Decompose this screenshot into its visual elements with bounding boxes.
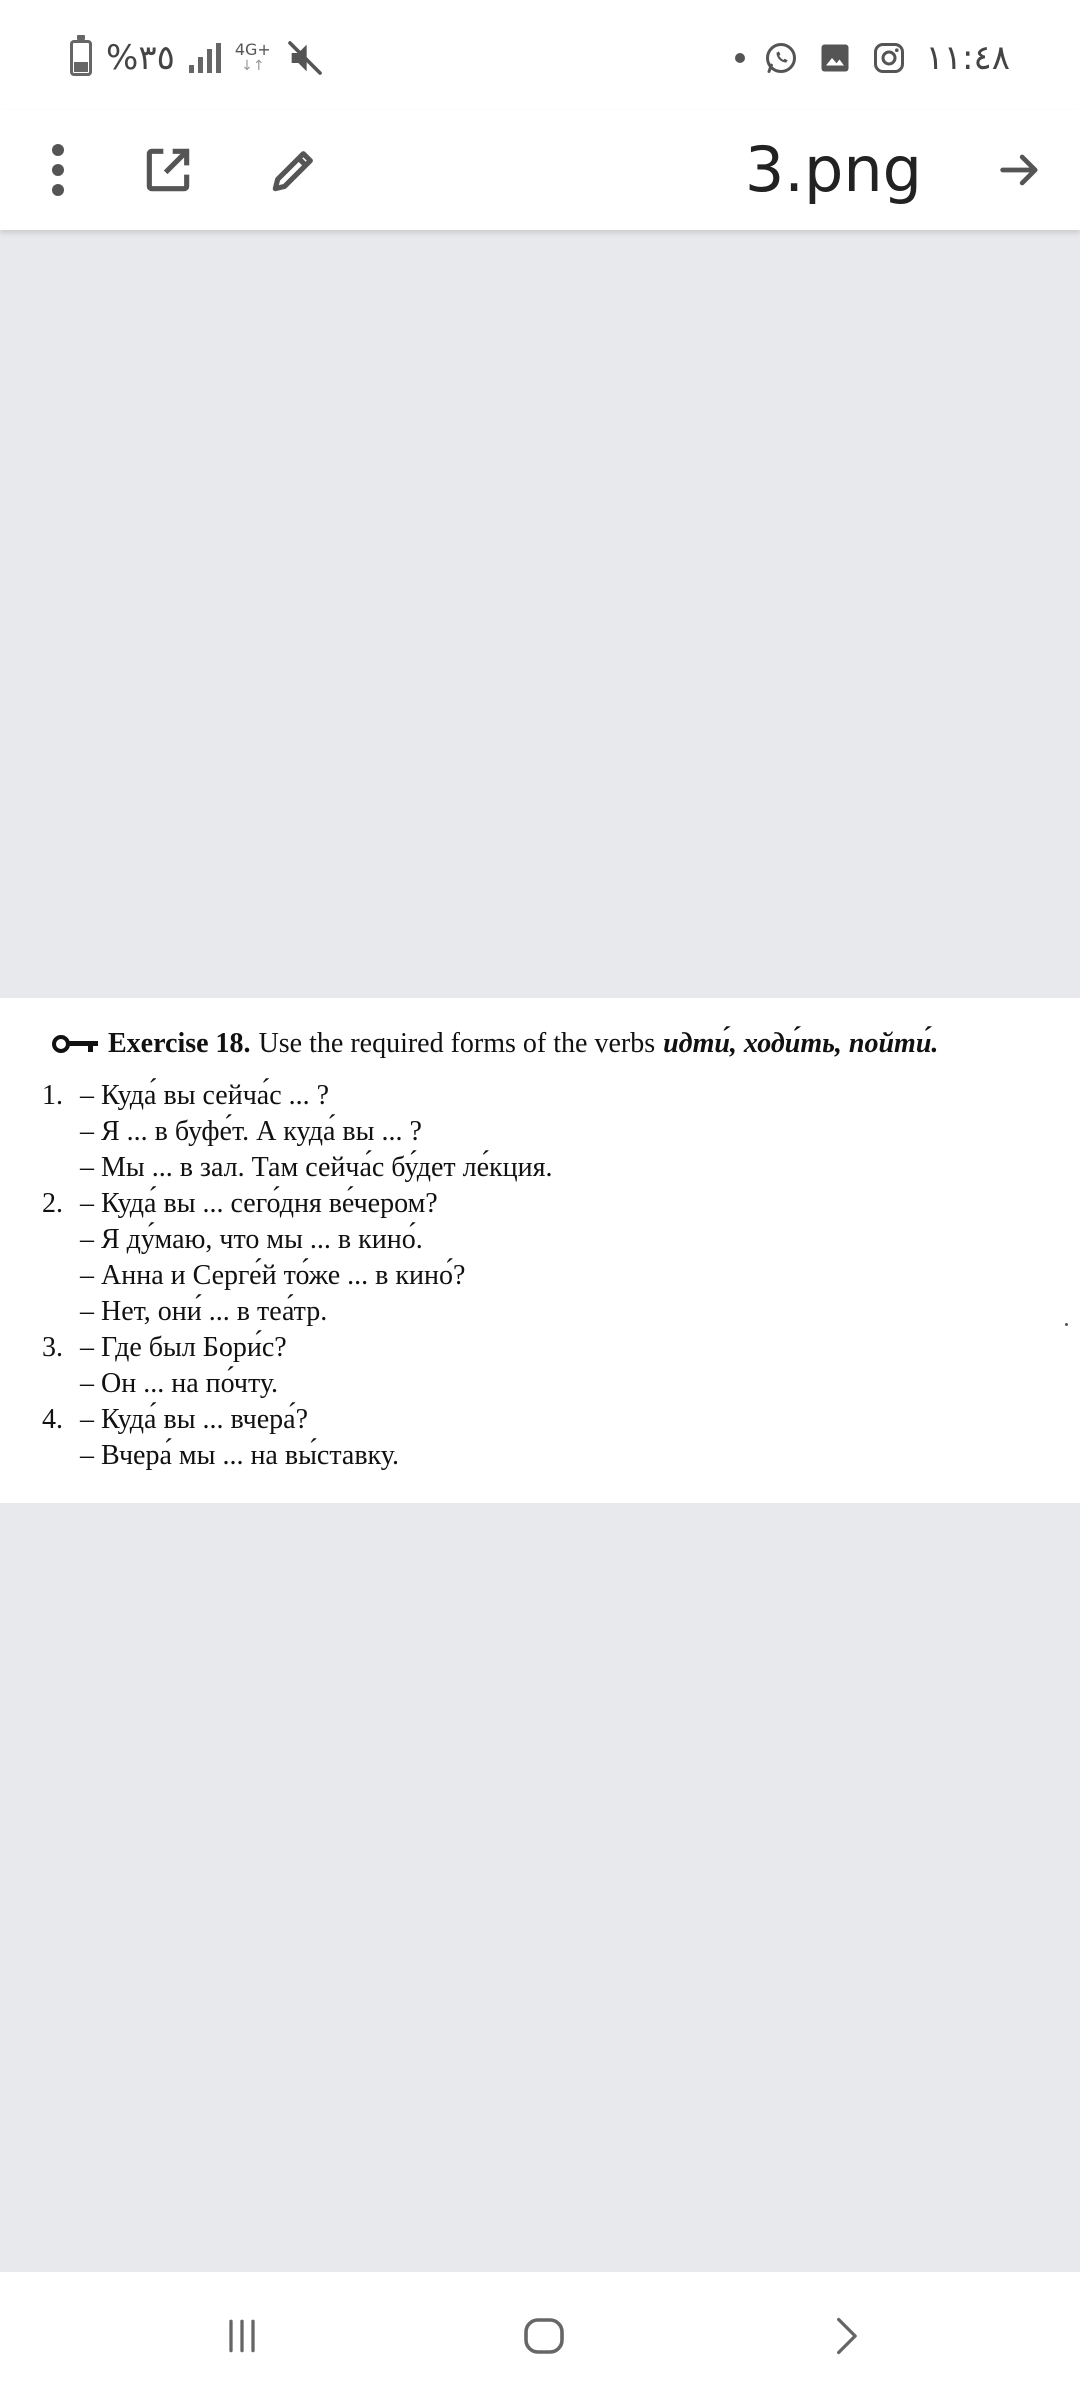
status-left [70, 36, 325, 80]
instagram-icon [871, 40, 907, 76]
dialogue-line: – Где был Бори́с? [80, 1332, 287, 1363]
item-number: 3. [42, 1332, 63, 1363]
dialogue-line: – Куда́ вы сейча́с ... ? [80, 1080, 330, 1111]
edit-pencil-icon [266, 142, 322, 198]
dialogue-line: – Куда́ вы ... сего́дня ве́чером? [80, 1188, 438, 1219]
dialogue-line: – Мы ... в зал. Там сейча́с бу́дет ле́кция. [80, 1152, 553, 1183]
back-icon [824, 2314, 868, 2358]
open-external-button[interactable] [128, 130, 208, 210]
whatsapp-icon [763, 40, 799, 76]
clock: ١١:٤٨ [925, 38, 1010, 78]
item-number: 2. [42, 1188, 63, 1219]
mute-icon [285, 38, 325, 78]
image-viewer[interactable] [0, 230, 1080, 2272]
dialogue-line: – Он ... на по́чту. [80, 1368, 279, 1399]
exercise-item [42, 1330, 942, 1402]
item-number: 4. [42, 1404, 63, 1435]
status-bar [0, 0, 1080, 110]
arrow-forward-icon [994, 144, 1046, 196]
status-right [735, 36, 1010, 80]
stray-dot [1065, 1323, 1068, 1326]
app-bar [0, 110, 1080, 230]
dialogue-line: – Анна и Серге́й то́же ... в кино́? [80, 1260, 466, 1291]
network-type: 4G+ [234, 40, 271, 59]
exercise-header [52, 1028, 938, 1060]
more-options-button[interactable] [18, 130, 98, 210]
edit-button[interactable] [254, 130, 334, 210]
exercise-instruction: Use the required forms of the verbs [258, 1028, 656, 1059]
dialogue-line: – Нет, они́ ... в теа́тр. [80, 1296, 328, 1327]
exercise-item [42, 1402, 942, 1474]
item-number: 1. [42, 1080, 63, 1111]
home-icon [520, 2312, 568, 2360]
signal-icon [189, 43, 221, 73]
battery-percent: %٣٥ [106, 38, 175, 78]
open-external-icon [140, 142, 196, 198]
forward-button[interactable] [980, 130, 1060, 210]
dialogue-line: – Куда́ вы ... вчера́? [80, 1404, 309, 1435]
exercise-item [42, 1078, 942, 1186]
battery-icon [70, 40, 92, 76]
dot-icon [735, 53, 745, 63]
network-indicator [235, 42, 271, 74]
network-arrows: ↓↑ [241, 58, 265, 74]
exercise-list [42, 1078, 942, 1474]
file-title: 3.png [744, 133, 922, 206]
dialogue-line: – Я ... в буфе́т. А куда́ вы ... ? [80, 1116, 422, 1147]
navigation-bar [0, 2272, 1080, 2400]
exercise-item [42, 1186, 942, 1330]
more-vert-icon [38, 140, 78, 200]
back-button[interactable] [806, 2296, 886, 2376]
recent-apps-icon [220, 2314, 264, 2358]
gallery-icon [817, 40, 853, 76]
dialogue-line: – Вчера́ мы ... на вы́ставку. [80, 1440, 399, 1471]
exercise-verbs: идти́, ходи́ть, пойти́. [663, 1028, 939, 1059]
exercise-label: Exercise 18. [108, 1028, 251, 1059]
key-icon [52, 1032, 100, 1056]
dialogue-line: – Я ду́маю, что мы ... в кино́. [80, 1224, 423, 1255]
recent-apps-button[interactable] [202, 2296, 282, 2376]
home-button[interactable] [504, 2296, 584, 2376]
document-image [0, 998, 1080, 1503]
